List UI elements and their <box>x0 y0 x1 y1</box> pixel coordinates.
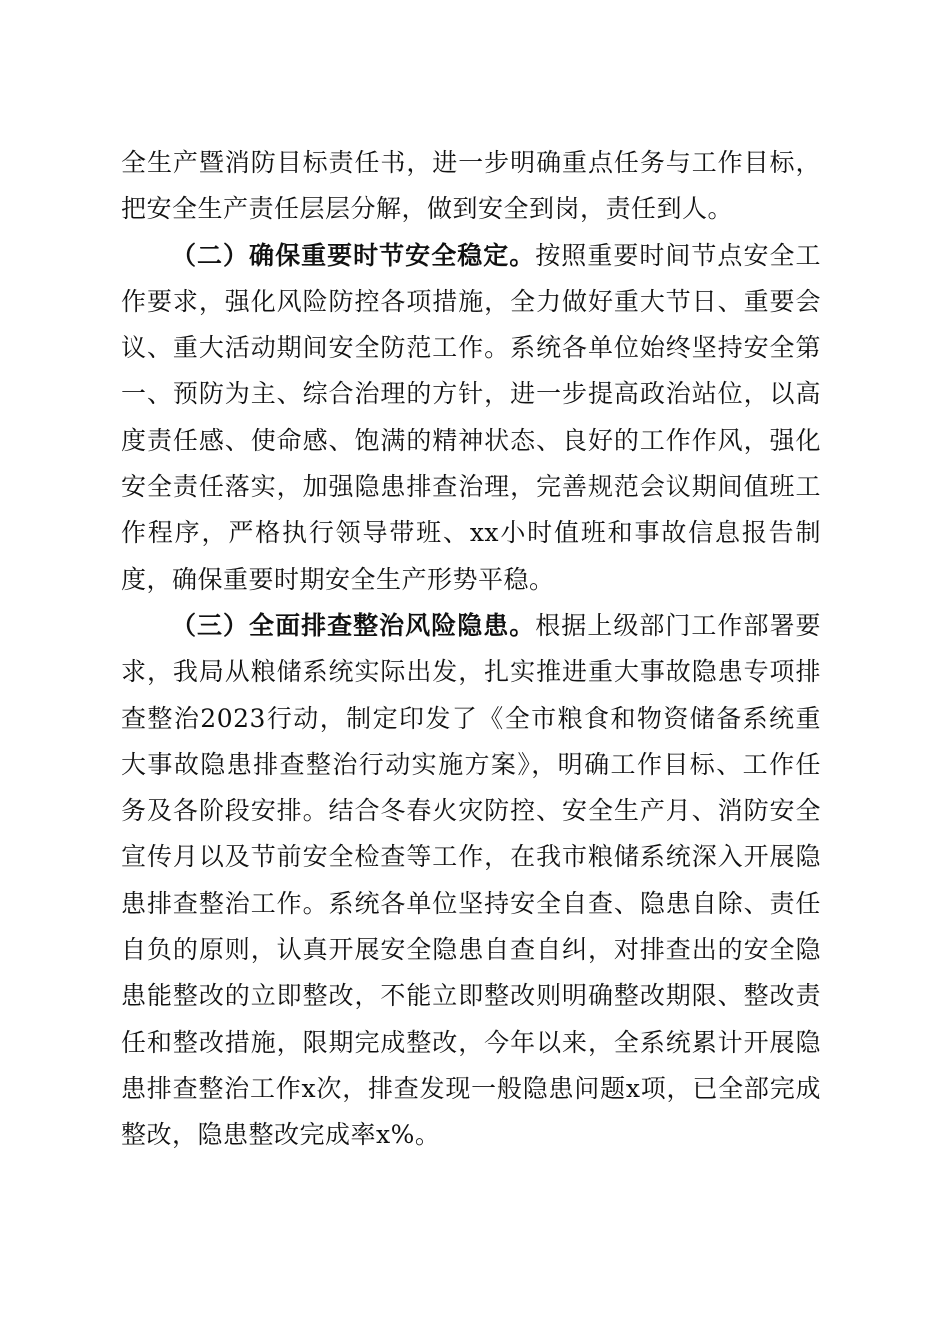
document-body <box>121 140 821 1159</box>
paragraph-section-3 <box>121 603 821 1159</box>
section-heading: （三）全面排查整治风险隐患。 <box>171 610 536 640</box>
section-heading: （二）确保重要时节安全稳定。 <box>171 240 536 270</box>
paragraph-text: 根据上级部门工作部署要求，我局从粮储系统实际出发，扎实推进重大事故隐患专项排查整治2023行动，制定印发了《全市粮食和物资储备系统重大事故隐患排查整治行动实施方案》，明确工作目标、工作任务及各阶段安排。结合冬春火灾防控、安全生产月、消防安全宣传月以及节前安全检查等工作，在我市粮储系统深入开展隐患排查整治工作。系统各单位坚持安全自查、隐患自除、责任自负的原则，认真开展安全隐患自查自纠，对排查出的安全隐患能整改的立即整改，不能立即整改则明确整改期限、整改责任和整改措施，限期完成整改，今年以来，全系统累计开展隐患排查整治工作x次，排查发现一般隐患问题x项，已全部完成整改，隐患整改完成率x%。 <box>121 610 821 1150</box>
paragraph-text: 按照重要时间节点安全工作要求，强化风险防控各项措施，全力做好重大节日、重要会议、重大活动期间安全防范工作。系统各单位始终坚持安全第一、预防为主、综合治理的方针，进一步提高政治站位，以高度责任感、使命感、饱满的精神状态、良好的工作作风，强化安全责任落实，加强隐患排查治理，完善规范会议期间值班工作程序，严格执行领导带班、xx小时值班和事故信息报告制度，确保重要时期安全生产形势平稳。 <box>121 240 821 594</box>
paragraph-continuation <box>121 140 821 233</box>
paragraph-text: 全生产暨消防目标责任书，进一步明确重点任务与工作目标，把安全生产责任层层分解，做到安全到岗，责任到人。 <box>121 148 821 224</box>
paragraph-section-2 <box>121 233 821 603</box>
